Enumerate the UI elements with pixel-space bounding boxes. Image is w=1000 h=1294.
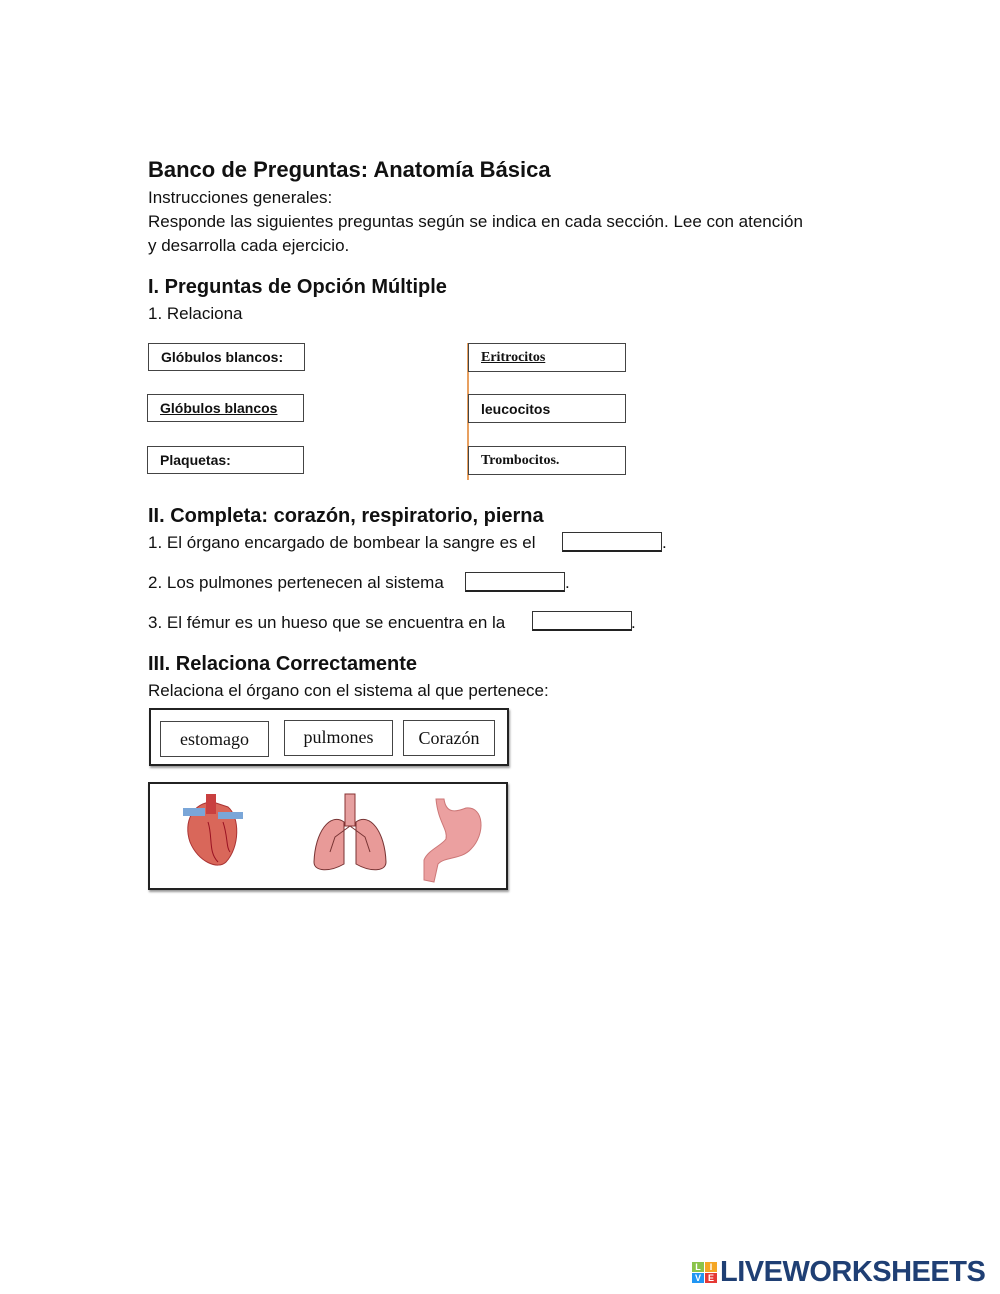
section1-question: 1. Relaciona	[148, 304, 243, 323]
word-pulmones[interactable]: pulmones	[284, 720, 393, 756]
instructions-label: Instrucciones generales:	[148, 188, 333, 207]
period: .	[662, 533, 667, 552]
logo-icon	[692, 1262, 717, 1283]
section3-heading: III. Relaciona Correctamente	[148, 653, 417, 675]
match-right-1[interactable]	[468, 343, 626, 372]
question-1: 1. El órgano encargado de bombear la sangre es el	[148, 533, 536, 552]
answer-input-2[interactable]	[465, 572, 565, 592]
match-label: Glóbulos blancos:	[161, 349, 284, 365]
match-left-2[interactable]	[147, 394, 304, 422]
question-3: 3. El fémur es un hueso que se encuentra en la	[148, 613, 506, 632]
page-title: Banco de Preguntas: Anatomía Básica	[148, 157, 551, 182]
match-right-2[interactable]	[468, 394, 626, 423]
match-label: Eritrocitos	[481, 349, 546, 365]
stomach-image[interactable]	[416, 794, 486, 884]
instructions-text-2: y desarrolla cada ejercicio.	[148, 236, 350, 255]
logo-letter: L	[692, 1262, 704, 1272]
match-right-3[interactable]	[468, 446, 626, 475]
organ-images-box	[148, 782, 508, 890]
instructions-text: Responde las siguientes preguntas según se indica en cada sección. Lee con atención	[148, 212, 803, 231]
section2-heading: II. Completa: corazón, respiratorio, pierna	[148, 505, 544, 527]
logo-letter: E	[705, 1273, 717, 1283]
liveworksheets-logo	[692, 1256, 985, 1289]
logo-letter: V	[692, 1273, 704, 1283]
match-label: leucocitos	[481, 400, 551, 417]
question-2: 2. Los pulmones pertenecen al sistema	[148, 573, 444, 592]
match-left-1[interactable]	[148, 343, 305, 371]
match-left-3[interactable]	[147, 446, 304, 474]
answer-input-1[interactable]	[562, 532, 662, 552]
lungs-image[interactable]	[310, 792, 390, 874]
match-label: Glóbulos blancos	[160, 400, 278, 416]
heart-image[interactable]	[178, 792, 248, 872]
word-estomago[interactable]: estomago	[160, 721, 269, 757]
section3-prompt: Relaciona el órgano con el sistema al que pertenece:	[148, 681, 549, 700]
section1-heading: I. Preguntas de Opción Múltiple	[148, 276, 447, 298]
logo-letter: I	[705, 1262, 717, 1272]
period: .	[565, 573, 570, 592]
logo-text: LIVEWORKSHEETS	[720, 1256, 986, 1288]
match-label: Plaquetas:	[160, 452, 231, 468]
answer-input-3[interactable]	[532, 611, 632, 631]
word-corazon[interactable]: Corazón	[403, 720, 495, 756]
period: .	[631, 613, 636, 632]
match-label: Trombocitos.	[481, 452, 560, 468]
